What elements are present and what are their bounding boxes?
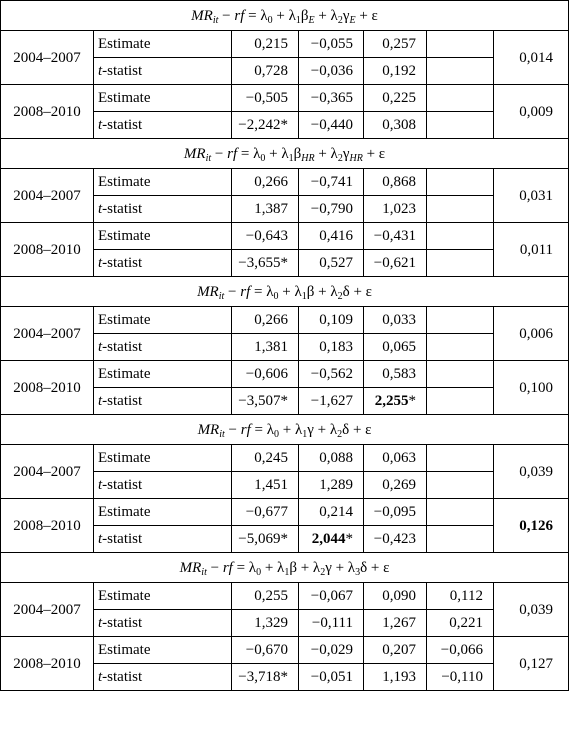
estimate-value: 0,245 (232, 445, 299, 472)
equation-subscript: E (308, 14, 315, 26)
table-row (1, 361, 569, 388)
tstat-value: −1,627 (299, 388, 364, 415)
tstat-value (427, 58, 494, 85)
tstat-value: 0,065 (364, 334, 427, 361)
significance-star: * (345, 531, 353, 547)
equation-mid: − rf = λ (224, 283, 274, 300)
tstat-label-t: t (98, 477, 103, 493)
equation-term: + λ (261, 559, 285, 576)
estimate-value: 0,215 (232, 31, 299, 58)
tstat-value (427, 526, 494, 553)
equation-lhs: MR (183, 145, 206, 162)
tstat-value: 0,183 (299, 334, 364, 361)
equation-subscript: 2 (337, 14, 343, 26)
tstat-value: 0,221 (427, 610, 494, 637)
tstat-value (299, 526, 364, 553)
estimate-value: −0,365 (299, 85, 364, 112)
tstat-value: −3,655* (232, 250, 299, 277)
equation-row (1, 139, 569, 169)
estimate-value: −0,643 (232, 223, 299, 250)
row-label-estimate: Estimate (94, 583, 232, 610)
r-squared-value: 0,006 (494, 307, 569, 361)
estimate-value: −0,677 (232, 499, 299, 526)
tstat-label-t: t (98, 669, 103, 685)
equation-term: + λ (314, 7, 338, 24)
table-row (1, 583, 569, 610)
tstat-label-t: t (98, 531, 103, 547)
tstat-value: −2,242* (232, 112, 299, 139)
equation-subscript: 2 (337, 290, 343, 302)
estimate-value (427, 307, 494, 334)
tstat-value: 0,527 (299, 250, 364, 277)
model-equation (1, 553, 569, 583)
table-body (1, 1, 569, 691)
estimate-value (427, 361, 494, 388)
equation-subscript: 2 (320, 566, 326, 578)
tstat-value: −0,621 (364, 250, 427, 277)
model-equation (1, 1, 569, 31)
row-label-estimate: Estimate (94, 307, 232, 334)
equation-subscript: HR (301, 152, 315, 164)
estimate-value: −0,741 (299, 169, 364, 196)
period-label: 2004–2007 (1, 169, 94, 223)
period-label: 2008–2010 (1, 85, 94, 139)
tstat-value: −0,036 (299, 58, 364, 85)
table-row (1, 307, 569, 334)
tstat-label-rest: -statist (102, 255, 143, 271)
equation-mid: − rf = λ (206, 559, 257, 576)
equation-term: + λ (279, 421, 303, 438)
estimate-value: −0,029 (299, 637, 364, 664)
period-label: 2008–2010 (1, 361, 94, 415)
equation-subscript: 0 (256, 566, 262, 578)
equation-subscript: 1 (288, 152, 294, 164)
row-label-tstat (94, 526, 232, 553)
estimate-value (427, 223, 494, 250)
tstat-value (427, 334, 494, 361)
equation-row (1, 415, 569, 445)
tstat-value: 1,381 (232, 334, 299, 361)
equation-subscript: 1 (302, 428, 308, 440)
table-row (1, 85, 569, 112)
equation-term: γ + λ (307, 421, 338, 438)
tstat-value: 1,023 (364, 196, 427, 223)
equation-subscript: E (349, 14, 356, 26)
r-squared-value: 0,100 (494, 361, 569, 415)
equation-lhs: MR (197, 283, 219, 300)
estimate-value (427, 85, 494, 112)
tstat-value: 0,192 (364, 58, 427, 85)
r-squared-value: 0,014 (494, 31, 569, 85)
risk-free-symbol: rf (234, 7, 245, 24)
tstat-label-t: t (98, 255, 103, 271)
period-label: 2008–2010 (1, 637, 94, 691)
estimate-value: −0,670 (232, 637, 299, 664)
row-label-estimate: Estimate (94, 361, 232, 388)
estimate-value: 0,416 (299, 223, 364, 250)
tstat-value: 0,269 (364, 472, 427, 499)
table-row (1, 499, 569, 526)
tstat-value: −0,423 (364, 526, 427, 553)
equation-lhs: MR (197, 421, 220, 438)
estimate-value: 0,225 (364, 85, 427, 112)
equation-subscript: 1 (295, 14, 301, 26)
equation-subscript: 2 (337, 428, 343, 440)
tstat-value: −5,069* (232, 526, 299, 553)
estimate-value: 0,255 (232, 583, 299, 610)
estimate-value: 0,090 (364, 583, 427, 610)
row-label-estimate: Estimate (94, 85, 232, 112)
tstat-value (427, 472, 494, 499)
equation-subscript: 0 (267, 14, 273, 26)
equation-lhs-subscript: it (218, 290, 225, 302)
equation-term: + λ (265, 145, 289, 162)
estimate-value (427, 445, 494, 472)
row-label-tstat (94, 112, 232, 139)
estimate-value: 0,112 (427, 583, 494, 610)
tstat-value: 1,193 (364, 664, 427, 691)
estimate-value: 0,214 (299, 499, 364, 526)
estimate-value: −0,606 (232, 361, 299, 388)
equation-row (1, 277, 569, 307)
row-label-tstat (94, 334, 232, 361)
equation-term: β + λ (306, 283, 338, 300)
estimate-value: 0,109 (299, 307, 364, 334)
tstat-value: 0,728 (232, 58, 299, 85)
tstat-label-rest: -statist (102, 63, 143, 79)
equation-term: + ε (362, 145, 386, 162)
tstat-label-rest: -statist (102, 339, 143, 355)
row-label-estimate: Estimate (94, 637, 232, 664)
row-label-estimate: Estimate (94, 499, 232, 526)
tstat-label-t: t (98, 117, 103, 133)
table-row (1, 223, 569, 250)
row-label-estimate: Estimate (94, 169, 232, 196)
equation-lhs: MR (179, 559, 202, 576)
tstat-value: 0,308 (364, 112, 427, 139)
equation-subscript: 2 (337, 152, 343, 164)
tstat-value: −3,507* (232, 388, 299, 415)
equation-term: β (293, 145, 302, 162)
tstat-value (427, 388, 494, 415)
row-label-tstat (94, 58, 232, 85)
estimate-value (427, 31, 494, 58)
table-row (1, 31, 569, 58)
period-label: 2004–2007 (1, 583, 94, 637)
estimate-value: −0,067 (299, 583, 364, 610)
row-label-tstat (94, 250, 232, 277)
tstat-label-t: t (98, 339, 103, 355)
estimate-value: 0,207 (364, 637, 427, 664)
significant-value: 2,044 (311, 531, 346, 547)
tstat-value: 1,289 (299, 472, 364, 499)
r-squared-value: 0,011 (494, 223, 569, 277)
equation-lhs: MR (191, 7, 213, 24)
equation-subscript: 0 (274, 428, 280, 440)
estimate-value: 0,063 (364, 445, 427, 472)
equation-term: + λ (278, 283, 302, 300)
significant-value: 2,255 (374, 393, 409, 409)
equation-lhs-subscript: it (212, 14, 219, 26)
estimate-value: −0,562 (299, 361, 364, 388)
estimate-value: −0,095 (364, 499, 427, 526)
tstat-label-t: t (98, 615, 103, 631)
r-squared-value: 0,009 (494, 85, 569, 139)
equation-term: + λ (314, 145, 338, 162)
row-label-tstat (94, 664, 232, 691)
risk-free-symbol: rf (240, 283, 251, 300)
risk-free-symbol: rf (222, 559, 233, 576)
estimate-value: −0,066 (427, 637, 494, 664)
equation-term: δ + ε (342, 421, 372, 438)
tstat-label-t: t (98, 63, 103, 79)
tstat-value (427, 250, 494, 277)
estimate-value: 0,033 (364, 307, 427, 334)
tstat-label-rest: -statist (102, 477, 143, 493)
model-equation (1, 277, 569, 307)
row-label-tstat (94, 196, 232, 223)
tstat-label-rest: -statist (102, 393, 143, 409)
estimate-value: 0,266 (232, 307, 299, 334)
estimate-value: 0,257 (364, 31, 427, 58)
estimate-value: 0,088 (299, 445, 364, 472)
equation-row (1, 553, 569, 583)
equation-term: γ (342, 145, 350, 162)
estimate-value: 0,583 (364, 361, 427, 388)
equation-term: + ε (355, 7, 378, 24)
tstat-value: −0,111 (299, 610, 364, 637)
tstat-label-t: t (98, 201, 103, 217)
tstat-value (427, 196, 494, 223)
tstat-value: 1,387 (232, 196, 299, 223)
estimate-value: −0,431 (364, 223, 427, 250)
equation-mid: − rf = λ (211, 145, 261, 162)
tstat-value: −0,110 (427, 664, 494, 691)
tstat-value: 1,451 (232, 472, 299, 499)
equation-subscript: 1 (284, 566, 290, 578)
equation-mid: − rf = λ (224, 421, 275, 438)
period-label: 2008–2010 (1, 223, 94, 277)
tstat-value: −0,440 (299, 112, 364, 139)
risk-free-symbol: rf (227, 145, 238, 162)
equation-lhs-subscript: it (219, 428, 225, 440)
equation-lhs-subscript: it (201, 566, 207, 578)
tstat-value: −0,790 (299, 196, 364, 223)
r-squared-value: 0,126 (494, 499, 569, 553)
tstat-label-rest: -statist (102, 669, 143, 685)
tstat-value: 1,267 (364, 610, 427, 637)
tstat-label-rest: -statist (102, 201, 143, 217)
row-label-tstat (94, 388, 232, 415)
period-label: 2004–2007 (1, 445, 94, 499)
estimate-value: −0,505 (232, 85, 299, 112)
row-label-tstat (94, 610, 232, 637)
tstat-value (364, 388, 427, 415)
tstat-label-rest: -statist (102, 531, 143, 547)
tstat-label-rest: -statist (102, 615, 143, 631)
equation-subscript: HR (349, 152, 363, 164)
estimate-value: 0,868 (364, 169, 427, 196)
row-label-estimate: Estimate (94, 223, 232, 250)
equation-lhs-subscript: it (205, 152, 212, 164)
table-row (1, 169, 569, 196)
equation-term: β (300, 7, 309, 24)
r-squared-value: 0,031 (494, 169, 569, 223)
equation-subscript: 3 (355, 566, 361, 578)
equation-term: γ + λ (325, 559, 356, 576)
tstat-value: 1,329 (232, 610, 299, 637)
tstat-label-rest: -statist (102, 117, 143, 133)
risk-free-symbol: rf (240, 421, 251, 438)
period-label: 2008–2010 (1, 499, 94, 553)
equation-subscript: 1 (301, 290, 307, 302)
equation-row (1, 1, 569, 31)
r-squared-value: 0,039 (494, 583, 569, 637)
r-squared-value: 0,039 (494, 445, 569, 499)
row-label-tstat (94, 472, 232, 499)
tstat-value: −0,051 (299, 664, 364, 691)
tstat-value (427, 112, 494, 139)
estimate-value (427, 169, 494, 196)
estimate-value: 0,266 (232, 169, 299, 196)
equation-term: δ + ε (342, 283, 372, 300)
period-label: 2004–2007 (1, 307, 94, 361)
model-equation (1, 415, 569, 445)
row-label-estimate: Estimate (94, 445, 232, 472)
significance-star: * (408, 393, 416, 409)
equation-term: β + λ (289, 559, 321, 576)
equation-mid: − rf = λ (218, 7, 268, 24)
tstat-label-t: t (98, 393, 103, 409)
estimate-value: −0,055 (299, 31, 364, 58)
equation-term: δ + ε (360, 559, 390, 576)
equation-subscript: 0 (273, 290, 279, 302)
equation-term: + λ (272, 7, 296, 24)
r-squared-value: 0,127 (494, 637, 569, 691)
row-label-estimate: Estimate (94, 31, 232, 58)
equation-term: γ (342, 7, 350, 24)
equation-subscript: 0 (260, 152, 266, 164)
model-equation (1, 139, 569, 169)
table-row (1, 637, 569, 664)
estimate-value (427, 499, 494, 526)
period-label: 2004–2007 (1, 31, 94, 85)
tstat-value: −3,718* (232, 664, 299, 691)
table-row (1, 445, 569, 472)
